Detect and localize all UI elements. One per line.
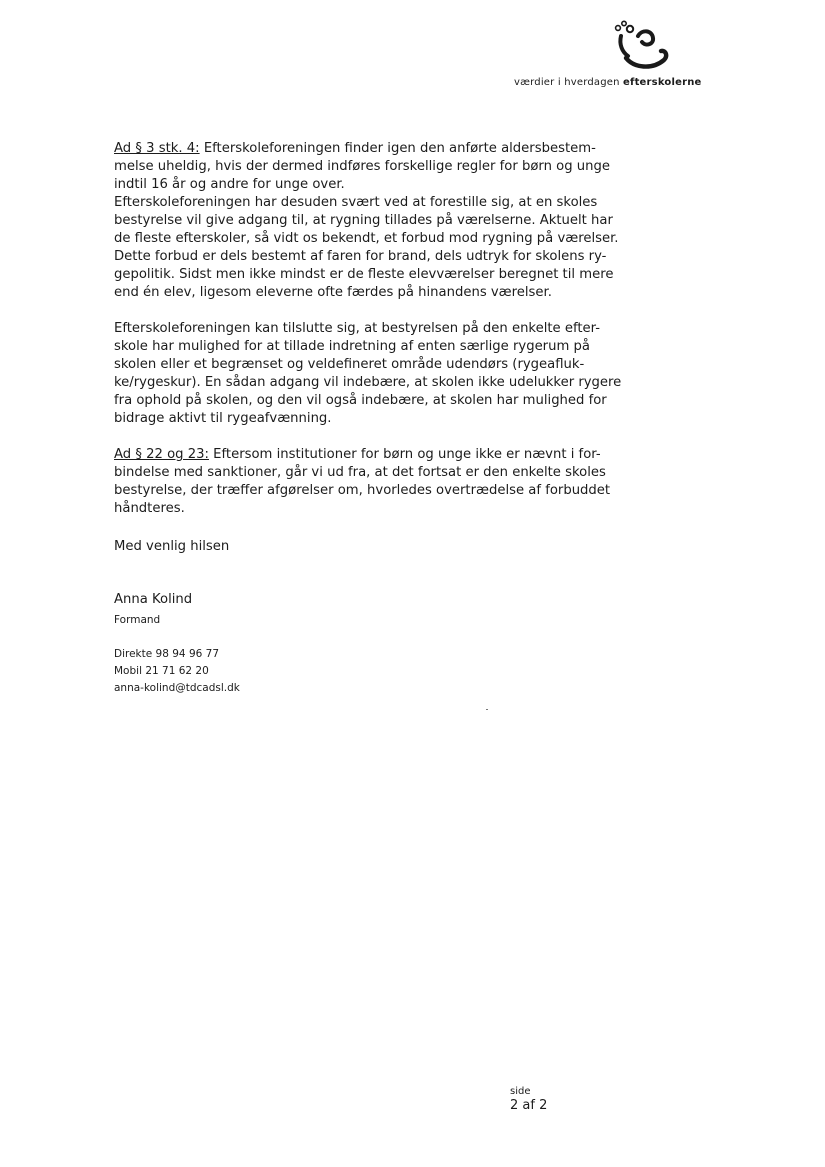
text-line: bidrage aktivt til rygeafvænning. xyxy=(114,411,332,426)
text-line xyxy=(114,446,634,464)
signature-name: Anna Kolind xyxy=(114,592,193,607)
text-line-segment: Efterskoleforeningen finder igen den anførte aldersbestem- xyxy=(199,141,596,156)
contact-mobile-phone: Mobil 21 71 62 20 xyxy=(114,665,209,677)
tagline-prefix: værdier i hverdagen xyxy=(514,77,624,88)
contact-email: anna-kolind@tdcadsl.dk xyxy=(114,682,240,694)
scan-speck xyxy=(486,709,488,710)
text-line: Efterskoleforeningen kan tilslutte sig, at bestyrelsen på den enkelte efter- xyxy=(114,321,600,336)
closing-greeting xyxy=(114,538,634,556)
tagline-brand: efterskolerne xyxy=(623,77,702,88)
text-line: melse uheldig, hvis der dermed indføres forskellige regler for børn og unge xyxy=(114,159,610,174)
text-line: bestyrelse vil give adgang til, at rygning tillades på værelserne. Aktuelt har xyxy=(114,213,613,228)
page-side-label: side xyxy=(510,1086,531,1097)
contact-direct-phone: Direkte 98 94 96 77 xyxy=(114,648,219,660)
text-line xyxy=(114,140,634,158)
text-line: bestyrelse, der træffer afgørelser om, hvorledes overtrædelse af forbuddet xyxy=(114,483,611,498)
text-line: de fleste efterskoler, så vidt os bekendt, et forbud mod rygning på værelser. xyxy=(114,231,619,246)
section-label-ad-22-23: Ad § 22 og 23: xyxy=(114,447,209,462)
efterskolerne-logo-icon xyxy=(612,20,674,76)
text-line: skolen eller et begrænset og veldefineret område udendørs (rygeafluk- xyxy=(114,357,585,372)
paragraph-ad-3 xyxy=(114,140,634,302)
page-number xyxy=(510,1085,547,1114)
text-line: bindelse med sanktioner, går vi ud fra, at det fortsat er den enkelte skoles xyxy=(114,465,606,480)
tagline xyxy=(514,77,702,88)
text-line: ke/rygeskur). En sådan adgang vil indebære, at skolen ikke udelukker rygere xyxy=(114,375,622,390)
page-count: 2 af 2 xyxy=(510,1098,548,1113)
text-line: end én elev, ligesom eleverne ofte færdes på hinandens værelser. xyxy=(114,285,552,300)
contact-block xyxy=(114,646,240,697)
text-line: Dette forbud er dels bestemt af faren for brand, dels udtryk for skolens ry- xyxy=(114,249,607,264)
closing-text: Med venlig hilsen xyxy=(114,539,230,554)
text-line: Efterskoleforeningen har desuden svært ved at forestille sig, at en skoles xyxy=(114,195,598,210)
text-line: gepolitik. Sidst men ikke mindst er de fleste elevværelser beregnet til mere xyxy=(114,267,614,282)
text-line: fra ophold på skolen, og den vil også indebære, at skolen har mulighed for xyxy=(114,393,607,408)
signature-title: Formand xyxy=(114,614,161,626)
paragraph-ad-22-23 xyxy=(114,446,634,518)
text-line-segment: Eftersom institutioner for børn og unge ikke er nævnt i for- xyxy=(208,447,601,462)
section-label-ad-3: Ad § 3 stk. 4: xyxy=(114,141,200,156)
paragraph-rygerum xyxy=(114,320,634,428)
text-line: indtil 16 år og andre for unge over. xyxy=(114,177,345,192)
text-line: håndteres. xyxy=(114,501,185,516)
text-line: skole har mulighed for at tillade indretning af enten særlige rygerum på xyxy=(114,339,590,354)
